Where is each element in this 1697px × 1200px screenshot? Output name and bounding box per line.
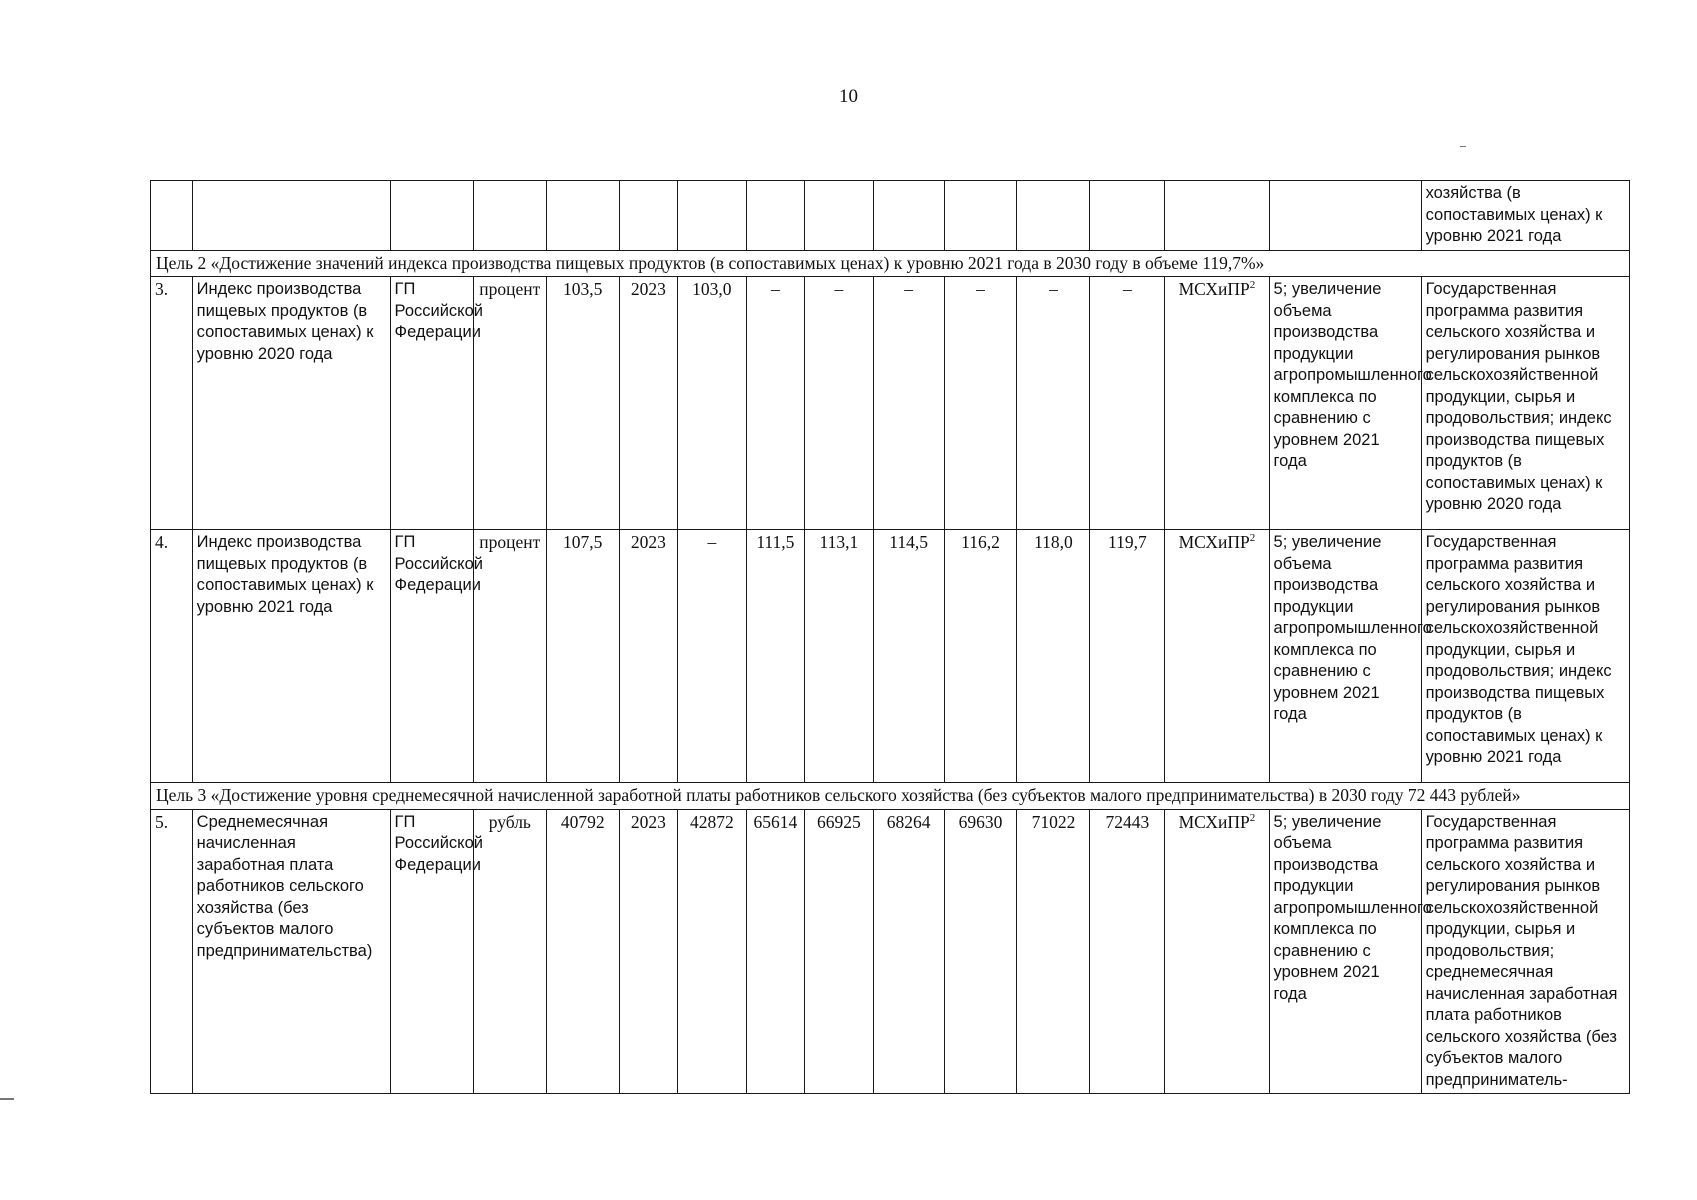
cell-unit: рубль bbox=[473, 809, 546, 1094]
cell-empty bbox=[805, 181, 874, 251]
cell-value: – bbox=[805, 277, 874, 530]
table-row bbox=[151, 277, 1630, 530]
cell-link: 5; увеличение объема производства продукции агропромышленного комплекса по сравнению с уровнем 2021 года bbox=[1269, 277, 1421, 530]
cell-value: 116,2 bbox=[944, 530, 1017, 783]
cell-link: 5; увеличение объема производства продукции агропромышленного комплекса по сравнению с уровнем 2021 года bbox=[1269, 530, 1421, 783]
goal-2-heading: Цель 2 «Достижение значений индекса производства пищевых продуктов (в сопоставимых ценах) к уровню 2021 года в 2030 году в объеме 119,7%» bbox=[151, 250, 1630, 277]
goal-3-heading: Цель 3 «Достижение уровня среднемесячной начисленной заработной платы работников сельского хозяйства (без субъектов малого предпринимательства) в 2030 году 72 443 рублей» bbox=[151, 783, 1630, 810]
cell-level: ГП Российской Федерации bbox=[390, 809, 473, 1094]
cell-empty bbox=[390, 181, 473, 251]
continuation-row bbox=[151, 181, 1630, 251]
cell-no: 3. bbox=[151, 277, 193, 530]
cell-value: – bbox=[873, 277, 944, 530]
cell-program: Государственная программа развития сельского хозяйства и регулирования рынков сельскохозяйственной продукции, сырья и продовольствия; индекс производства пищевых продуктов (в сопоставимых ценах) к уровню 2021 года bbox=[1421, 530, 1629, 783]
cell-responsible bbox=[1165, 530, 1269, 783]
cell-program: Государственная программа развития сельского хозяйства и регулирования рынков сельскохозяйственной продукции, сырья и продовольствия; среднемесячная начисленная заработная плата работников сельского хозяйства (без субъектов малого предприниматель- bbox=[1421, 809, 1629, 1094]
cell-indicator-name: Среднемесячная начисленная заработная плата работников сельского хозяйства (без субъектов малого предпринимательства) bbox=[192, 809, 390, 1094]
scan-artifact bbox=[0, 1098, 14, 1100]
scan-artifact bbox=[1460, 146, 1466, 147]
cell-level: ГП Российской Федерации bbox=[390, 277, 473, 530]
cell-value: – bbox=[746, 277, 804, 530]
cell-empty bbox=[151, 181, 193, 251]
cell-value: 42872 bbox=[677, 809, 746, 1094]
cell-base-value: 40792 bbox=[546, 809, 619, 1094]
cell-value: 119,7 bbox=[1090, 530, 1165, 783]
cell-base-year: 2023 bbox=[619, 809, 677, 1094]
cell-base-value: 103,5 bbox=[546, 277, 619, 530]
cell-empty bbox=[1090, 181, 1165, 251]
cell-value: 68264 bbox=[873, 809, 944, 1094]
cell-empty bbox=[546, 181, 619, 251]
responsible-text: МСХиПР bbox=[1178, 532, 1250, 552]
cell-no: 5. bbox=[151, 809, 193, 1094]
cell-no: 4. bbox=[151, 530, 193, 783]
cell-value: – bbox=[1090, 277, 1165, 530]
cell-empty bbox=[473, 181, 546, 251]
cell-value: 114,5 bbox=[873, 530, 944, 783]
table-row bbox=[151, 530, 1630, 783]
table-row bbox=[151, 809, 1630, 1094]
cell-value: – bbox=[1017, 277, 1090, 530]
cell-empty bbox=[619, 181, 677, 251]
cell-value: 71022 bbox=[1017, 809, 1090, 1094]
footnote-mark: 2 bbox=[1249, 811, 1256, 824]
cell-program-continuation: хозяйства (в сопоставимых ценах) к уровню 2021 года bbox=[1421, 181, 1629, 251]
cell-empty bbox=[677, 181, 746, 251]
cell-responsible bbox=[1165, 277, 1269, 530]
cell-value: 65614 bbox=[746, 809, 804, 1094]
cell-indicator-name: Индекс производства пищевых продуктов (в сопоставимых ценах) к уровню 2020 года bbox=[192, 277, 390, 530]
cell-empty bbox=[873, 181, 944, 251]
cell-value: 66925 bbox=[805, 809, 874, 1094]
cell-level: ГП Российской Федерации bbox=[390, 530, 473, 783]
cell-empty bbox=[1165, 181, 1269, 251]
indicators-table bbox=[150, 180, 1630, 1094]
cell-base-year: 2023 bbox=[619, 530, 677, 783]
cell-program: Государственная программа развития сельского хозяйства и регулирования рынков сельскохозяйственной продукции, сырья и продовольствия; индекс производства пищевых продуктов (в сопоставимых ценах) к уровню 2020 года bbox=[1421, 277, 1629, 530]
page-number: 10 bbox=[839, 86, 858, 107]
cell-empty bbox=[1017, 181, 1090, 251]
responsible-text: МСХиПР bbox=[1178, 279, 1250, 299]
cell-indicator-name: Индекс производства пищевых продуктов (в сопоставимых ценах) к уровню 2021 года bbox=[192, 530, 390, 783]
footnote-mark: 2 bbox=[1249, 279, 1256, 292]
cell-value: 72443 bbox=[1090, 809, 1165, 1094]
cell-value: 69630 bbox=[944, 809, 1017, 1094]
cell-value: – bbox=[677, 530, 746, 783]
footnote-mark: 2 bbox=[1249, 532, 1256, 545]
cell-value: – bbox=[944, 277, 1017, 530]
cell-empty bbox=[192, 181, 390, 251]
cell-empty bbox=[1269, 181, 1421, 251]
cell-value: 103,0 bbox=[677, 277, 746, 530]
cell-base-year: 2023 bbox=[619, 277, 677, 530]
cell-unit: процент bbox=[473, 530, 546, 783]
cell-link: 5; увеличение объема производства продукции агропромышленного комплекса по сравнению с уровнем 2021 года bbox=[1269, 809, 1421, 1094]
responsible-text: МСХиПР bbox=[1178, 811, 1250, 832]
cell-unit: процент bbox=[473, 277, 546, 530]
cell-value: 113,1 bbox=[805, 530, 874, 783]
goal-2-row bbox=[151, 250, 1630, 277]
cell-base-value: 107,5 bbox=[546, 530, 619, 783]
cell-value: 118,0 bbox=[1017, 530, 1090, 783]
cell-empty bbox=[746, 181, 804, 251]
cell-responsible bbox=[1165, 809, 1269, 1094]
cell-empty bbox=[944, 181, 1017, 251]
cell-value: 111,5 bbox=[746, 530, 804, 783]
goal-3-row bbox=[151, 783, 1630, 810]
